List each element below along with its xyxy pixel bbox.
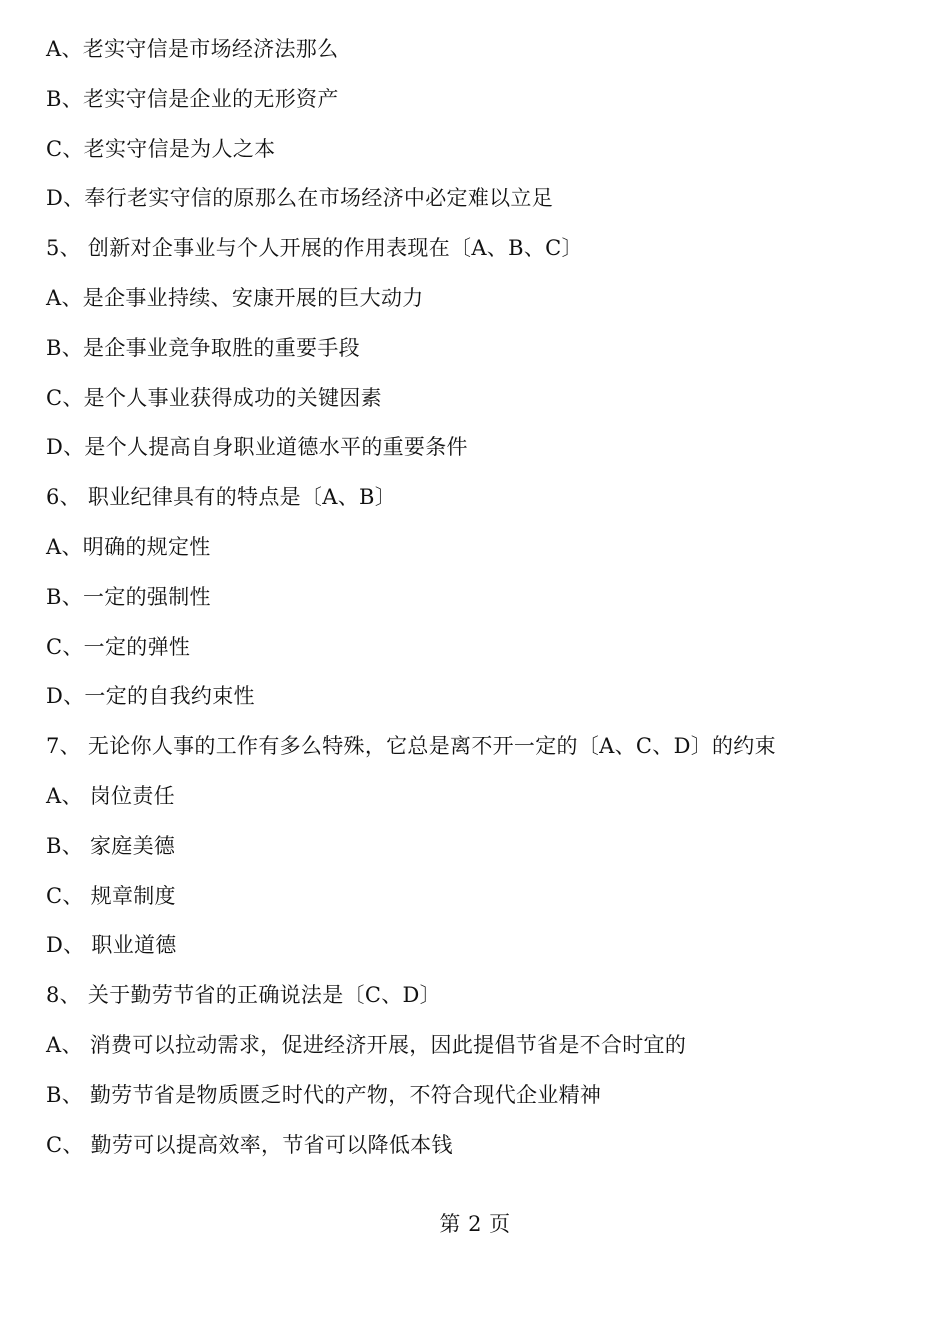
question-line: 6、 职业纪律具有的特点是〔A、B〕: [46, 485, 397, 510]
option-line: A、 岗位责任: [46, 783, 175, 808]
option-line: B、一定的强制性: [46, 584, 211, 609]
option-line: A、明确的规定性: [46, 534, 211, 559]
page-number: 第 2 页: [439, 1212, 511, 1236]
option-line: B、是企事业竞争取胜的重要手段: [46, 335, 360, 360]
option-line: D、一定的自我约束性: [46, 684, 255, 709]
option-line: C、老实守信是为人之本: [46, 136, 276, 161]
option-line: C、是个人事业获得成功的关键因素: [46, 385, 382, 410]
option-line: C、 勤劳可以提高效率，节省可以降低本钱: [46, 1132, 453, 1157]
option-line: D、奉行老实守信的原那么在市场经济中必定难以立足: [46, 186, 554, 211]
question-line: 5、 创新对企事业与个人开展的作用表现在〔A、B、C〕: [46, 236, 583, 261]
question-line: 8、 关于勤劳节省的正确说法是〔C、D〕: [46, 983, 441, 1008]
option-line: D、是个人提高自身职业道德水平的重要条件: [46, 435, 468, 460]
option-line: B、 家庭美德: [46, 833, 176, 858]
option-line: D、 职业道德: [46, 933, 177, 958]
option-line: A、是企事业持续、安康开展的巨大动力: [46, 285, 424, 310]
option-line: B、 勤劳节省是物质匮乏时代的产物，不符合现代企业精神: [46, 1082, 602, 1107]
option-line: A、 消费可以拉动需求，促进经济开展，因此提倡节省是不合时宜的: [46, 1032, 687, 1057]
option-line: C、一定的弹性: [46, 634, 191, 659]
option-line: A、老实守信是市场经济法那么: [46, 37, 339, 61]
question-line: 7、 无论你人事的工作有多么特殊，它总是离不开一定的〔A、C、D〕的约束: [46, 734, 776, 759]
question-list: [46, 31, 926, 1176]
option-line: C、 规章制度: [46, 883, 176, 908]
option-line: B、老实守信是企业的无形资产: [46, 86, 339, 111]
